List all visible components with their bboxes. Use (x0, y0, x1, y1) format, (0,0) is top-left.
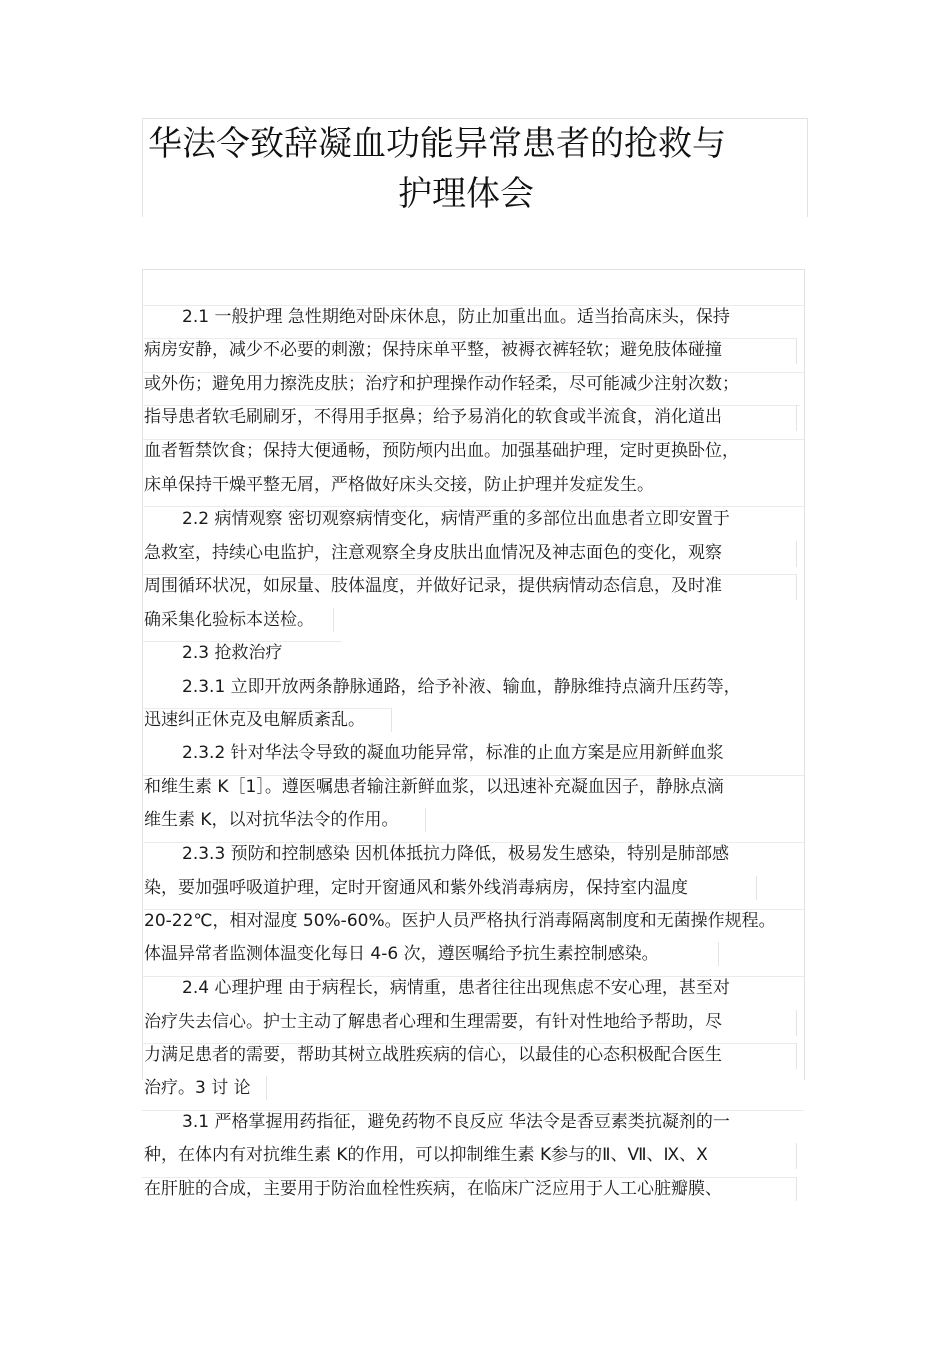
scan-tick (756, 876, 757, 900)
text-line: 体温异常者监测体温变化每日 4-6 次，遵医嘱给予抗生素控制感染。 (144, 944, 659, 964)
text-line: 急救室，持续心电监护，注意观察全身皮肤出血情况及神志面色的变化，观察 (144, 543, 722, 563)
document-title-line-1: 华法令致辞凝血功能异常患者的抢救与 (148, 124, 726, 164)
scan-tick (796, 1143, 797, 1169)
text-line: 治疗。3 讨 论 (144, 1078, 251, 1098)
scan-tick (796, 574, 797, 600)
text-line: 2.3 抢救治疗 (182, 643, 283, 663)
scan-tick (333, 608, 334, 632)
text-line: 在肝脏的合成，主要用于防治血栓性疾病，在临床广泛应用于人工心脏瓣膜、 (144, 1179, 722, 1199)
text-line: 2.3.2 针对华法令导致的凝血功能异常，标准的止血方案是应用新鲜血浆 (182, 743, 724, 763)
scan-tick (718, 942, 719, 966)
text-line: 周围循环状况，如尿量、肢体温度，并做好记录，提供病情动态信息，及时准 (144, 576, 722, 596)
text-line: 20-22℃，相对湿度 50%-60%。医护人员严格执行消毒隔离制度和无菌操作规程。 (144, 911, 776, 931)
scan-tick (796, 1043, 797, 1069)
text-line: 3.1 严格掌握用药指征，避免药物不良反应 华法令是香豆素类抗凝剂的一 (182, 1112, 730, 1132)
text-line: 维生素 K，以对抗华法令的作用。 (144, 810, 399, 830)
document-title-line-2: 护理体会 (398, 174, 534, 214)
text-line: 确采集化验标本送检。 (144, 610, 314, 630)
text-line: 2.3.1 立即开放两条静脉通路，给予补液、输血，静脉维持点滴升压药等， (182, 677, 741, 697)
text-line: 迅速纠正休克及电解质紊乱。 (144, 710, 365, 730)
scan-tick (391, 708, 392, 732)
text-line: 血者暂禁饮食；保持大便通畅，预防颅内出血。加强基础护理，定时更换卧位， (144, 441, 739, 461)
scan-tick (796, 405, 797, 431)
scan-tick (796, 541, 797, 567)
text-line: 床单保持干燥平整无屑，严格做好床头交接，防止护理并发症发生。 (144, 475, 654, 495)
text-line: 治疗失去信心。护士主动了解患者心理和生理需要，有针对性地给予帮助，尽 (144, 1012, 722, 1032)
scan-tick (796, 1010, 797, 1036)
text-line: 或外伤；避免用力擦洗皮肤；治疗和护理操作动作轻柔，尽可能减少注射次数； (144, 374, 739, 394)
scan-tick (425, 808, 426, 832)
text-line: 种，在体内有对抗维生素 K的作用，可以抑制维生素 K参与的Ⅱ、Ⅶ、Ⅸ、Ⅹ (144, 1145, 708, 1165)
text-line: 力满足患者的需要，帮助其树立战胜疾病的信心，以最佳的心态积极配合医生 (144, 1045, 722, 1065)
text-line: 病房安静，减少不必要的刺激；保持床单平整，被褥衣裤轻软；避免肢体碰撞 (144, 340, 722, 360)
scan-tick (796, 338, 797, 364)
text-line: 2.4 心理护理 由于病程长，病情重，患者往往出现焦虑不安心理，甚至对 (182, 978, 730, 998)
text-line: 2.1 一般护理 急性期绝对卧床休息，防止加重出血。适当抬高床头，保持 (182, 307, 730, 327)
text-line: 2.3.3 预防和控制感染 因机体抵抗力降低，极易发生感染，特别是肺部感 (182, 844, 730, 864)
text-line: 和维生素 K［1］。遵医嘱患者输注新鲜血浆，以迅速补充凝血因子，静脉点滴 (144, 777, 724, 797)
scan-tick (796, 1177, 797, 1201)
text-line: 2.2 病情观察 密切观察病情变化，病情严重的多部位出血患者立即安置于 (182, 509, 730, 529)
text-line: 染，要加强呼吸道护理，定时开窗通风和紫外线消毒病房，保持室内温度 (144, 878, 688, 898)
scan-tick (266, 1076, 267, 1100)
text-line: 指导患者软毛刷刷牙，不得用手抠鼻；给予易消化的软食或半流食，消化道出 (144, 407, 722, 427)
